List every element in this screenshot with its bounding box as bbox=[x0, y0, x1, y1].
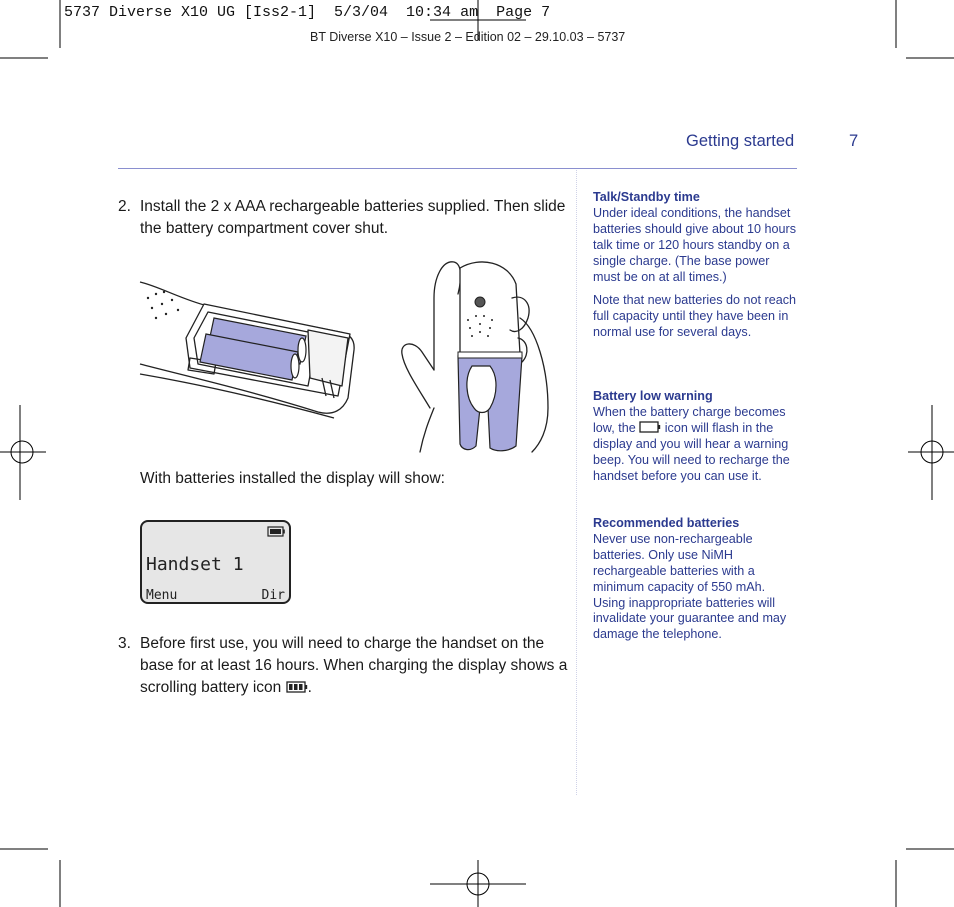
handset-display bbox=[140, 520, 291, 604]
step-3-body: Before first use, you will need to charge the handset on the base for at least 16 hours. When charging the display shows a scrolling battery icon bbox=[140, 635, 568, 696]
handset-battery-illustration bbox=[138, 278, 360, 418]
sidebar-paragraph: Never use non-rechargeable batteries. Only use NiMH rechargeable batteries with a minimum capacity of 550 mAh. Using inappropriate batteries will invalidate your guarantee and may damage the telephone. bbox=[593, 531, 787, 642]
header-rule bbox=[118, 168, 797, 169]
step-2 bbox=[118, 196, 568, 246]
step-3 bbox=[118, 633, 568, 703]
step-text: Install the 2 x AAA rechargeable batteries supplied. Then slide the battery compartment cover shut. bbox=[140, 198, 566, 237]
display-right-softkey: Dir bbox=[261, 588, 285, 603]
battery-full-icon bbox=[286, 681, 308, 693]
step-number: 2. bbox=[118, 198, 131, 215]
page-number: 7 bbox=[849, 132, 859, 150]
step-number: 3. bbox=[118, 635, 131, 652]
sidebar-heading: Recommended batteries bbox=[593, 516, 740, 530]
edition-line: BT Diverse X10 – Issue 2 – Edition 02 – 29.10.03 – 5737 bbox=[310, 30, 626, 44]
sidebar-talk-standby bbox=[593, 190, 798, 341]
column-divider bbox=[576, 170, 577, 795]
printer-slug: 5737 Diverse X10 UG [Iss2-1] 5/3/04 10:34 am Page 7 bbox=[64, 4, 551, 21]
sidebar-heading: Talk/Standby time bbox=[593, 190, 700, 204]
battery-low-text-end: icon will flash in the display and you will hear a warning beep. You will need to recharge the handset before you can use it. bbox=[593, 420, 790, 483]
sidebar-battery-low bbox=[593, 389, 798, 484]
running-head: Getting started bbox=[686, 132, 795, 150]
battery-low-text-start: When the battery charge becomes low, the bbox=[593, 404, 786, 435]
sidebar-paragraph: Note that new batteries do not reach full capacity until they have been in normal use for several days. bbox=[593, 293, 797, 340]
sidebar-recommended-batteries bbox=[593, 516, 798, 643]
display-handset-name: Handset 1 bbox=[146, 554, 244, 575]
sidebar-heading: Battery low warning bbox=[593, 389, 713, 403]
battery-full-icon bbox=[267, 526, 285, 537]
sidebar-paragraph: Under ideal conditions, the handset batteries should give about 10 hours talk time or 120 hours standby on a single charge. (The base power must be on at all times.) bbox=[593, 205, 797, 284]
sidebar-paragraph bbox=[593, 405, 798, 485]
battery-empty-icon bbox=[639, 421, 661, 433]
hand-closing-cover-illustration bbox=[400, 258, 550, 452]
step-text bbox=[140, 633, 570, 699]
step-3-period: . bbox=[307, 679, 312, 696]
display-caption: With batteries installed the display will show: bbox=[140, 470, 445, 487]
display-left-softkey: Menu bbox=[146, 588, 178, 603]
